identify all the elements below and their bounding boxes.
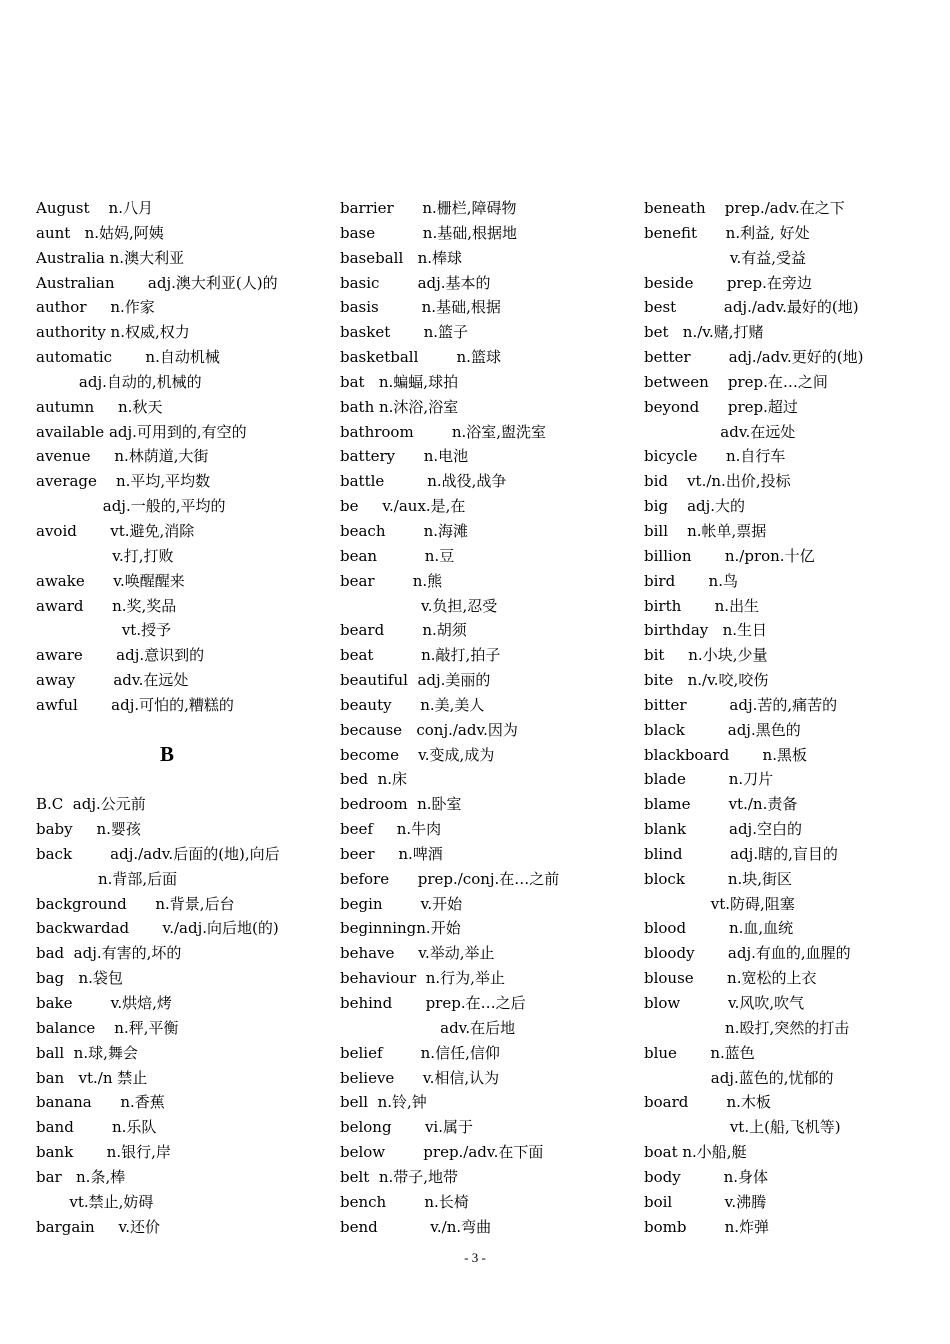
vocab-entry: behaviour n.行为,举止	[340, 969, 505, 988]
vocab-entry: bell n.铃,钟	[340, 1093, 427, 1112]
vocab-entry: black adj.黑色的	[644, 720, 801, 739]
vocab-entry: balance n.秤,平衡	[36, 1018, 179, 1037]
vocab-entry: beneath prep./adv.在之下	[644, 199, 845, 217]
vocab-entry: beef n.牛肉	[340, 820, 442, 839]
vocab-entry: battery n.电池	[340, 447, 469, 466]
vocab-entry: bitter adj.苦的,痛苦的	[644, 695, 838, 714]
vocab-entry: belief n.信任,信仰	[340, 1043, 500, 1062]
vocab-entry: beat n.敲打,拍子	[340, 646, 501, 665]
vocab-entry: blade n.刀片	[644, 770, 774, 789]
vocab-entry: awful adj.可怕的,糟糕的	[36, 695, 234, 714]
vocab-entry: best adj./adv.最好的(地)	[644, 298, 859, 317]
vocab-entry: author n.作家	[36, 298, 155, 317]
vocab-entry: beyond prep.超过	[644, 397, 798, 416]
vocab-entry: adj.蓝色的,忧郁的	[644, 1068, 834, 1087]
vocab-entry: beach n.海滩	[340, 521, 469, 540]
vocab-entry: birthday n.生日	[644, 621, 768, 640]
vocab-entry: blackboard n.黑板	[644, 745, 807, 764]
vocab-entry: bit n.小块,少量	[644, 646, 768, 665]
vocab-entry: avoid vt.避免,消除	[36, 521, 195, 540]
vocab-entry: boil v.沸腾	[644, 1192, 767, 1211]
vocab-entry: board n.木板	[644, 1093, 771, 1112]
vocab-entry: authority n.权威,权力	[36, 323, 190, 342]
vocab-entry: adj.一般的,平均的	[36, 497, 226, 516]
vocab-entry: beginningn.开始	[340, 919, 461, 938]
vocab-entry: behave v.举动,举止	[340, 944, 495, 963]
vocab-entry: behind prep.在…之后	[340, 994, 526, 1012]
vocab-entry: bomb n.炸弹	[644, 1217, 770, 1236]
vocab-entry: below prep./adv.在下面	[340, 1143, 544, 1162]
vocab-entry: because conj./adv.因为	[340, 720, 518, 739]
column-3	[644, 196, 934, 1239]
vocab-entry: n.背部,后面	[36, 869, 178, 888]
vocab-entry: bargain v.还价	[36, 1217, 161, 1236]
vocab-entry: bench n.长椅	[340, 1192, 469, 1211]
vocab-entry: away adv.在远处	[36, 671, 189, 690]
vocab-entry: aware adj.意识到的	[36, 646, 205, 665]
vocab-entry: be v./aux.是,在	[340, 497, 466, 516]
vocab-entry: blue n.蓝色	[644, 1043, 755, 1062]
vocab-entry: vt.防碍,阻塞	[644, 894, 795, 913]
vocab-entry: bicycle n.自行车	[644, 447, 786, 466]
vocab-entry: banana n.香蕉	[36, 1093, 165, 1112]
vocab-entry: begin v.开始	[340, 894, 463, 913]
vocab-entry: between prep.在…之间	[644, 372, 828, 391]
vocab-entry: bed n.床	[340, 770, 408, 789]
vocab-entry: n.殴打,突然的打击	[644, 1018, 850, 1037]
vocab-entry: blind adj.瞎的,盲目的	[644, 844, 838, 863]
vocab-entry: beauty n.美,美人	[340, 695, 485, 714]
vocab-entry: bet n./v.赌,打赌	[644, 323, 764, 342]
vocab-entry: battle n.战役,战争	[340, 472, 507, 491]
vocab-entry: bite n./v.咬,咬伤	[644, 671, 769, 690]
vocab-entry: v.打,打败	[36, 546, 174, 565]
vocab-entry: blame vt./n.责备	[644, 795, 798, 814]
vocab-entry: basket n.篮子	[340, 323, 469, 342]
vocab-entry: beside prep.在旁边	[644, 273, 812, 292]
vocab-entry: ban vt./n 禁止	[36, 1068, 148, 1087]
vocab-entry: blood n.血,血统	[644, 919, 794, 938]
vocab-entry: blow v.风吹,吹气	[644, 994, 805, 1012]
vocab-entry: bill n.帐单,票据	[644, 521, 767, 540]
vocab-entry: Australia n.澳大利亚	[36, 248, 185, 267]
vocab-entry: autumn n.秋天	[36, 397, 163, 416]
vocab-entry: average n.平均,平均数	[36, 472, 211, 491]
vocab-entry: block n.块,街区	[644, 869, 793, 888]
vocab-entry: better adj./adv.更好的(地)	[644, 348, 864, 367]
vocab-entry: August n.八月	[36, 199, 153, 217]
vocab-entry: aunt n.姑妈,阿姨	[36, 223, 164, 242]
vocab-entry: bar n.条,棒	[36, 1167, 126, 1186]
vocab-entry: basis n.基础,根据	[340, 298, 501, 317]
vocab-entry: Australian adj.澳大利亚(人)的	[36, 273, 278, 292]
vocab-entry: billion n./pron.十亿	[644, 546, 815, 565]
vocab-entry: bedroom n.卧室	[340, 795, 462, 814]
vocab-entry: basic adj.基本的	[340, 273, 491, 292]
vocab-entry: band n.乐队	[36, 1118, 157, 1137]
vocab-entry: become v.变成,成为	[340, 745, 495, 764]
vocab-entry: bad adj.有害的,坏的	[36, 944, 182, 963]
vocab-entry: beer n.啤酒	[340, 844, 443, 863]
vocab-entry: v.负担,忍受	[340, 596, 498, 615]
vocab-entry: bank n.银行,岸	[36, 1143, 171, 1162]
vocab-entry: bloody adj.有血的,血腥的	[644, 944, 851, 963]
vocab-entry: bake v.烘焙,烤	[36, 993, 172, 1012]
vocab-entry: basketball n.篮球	[340, 348, 501, 367]
vocab-entry: belong vi.属于	[340, 1118, 473, 1137]
vocab-entry: base n.基础,根据地	[340, 223, 517, 242]
section-letter: B	[160, 742, 175, 767]
vocab-entry: vt.上(船,飞机等)	[644, 1118, 841, 1137]
vocab-entry: available adj.可用到的,有空的	[36, 422, 247, 441]
vocab-entry: ball n.球,舞会	[36, 1043, 138, 1062]
column-2	[340, 196, 630, 1239]
vocab-entry: believe v.相信,认为	[340, 1068, 500, 1087]
vocab-entry: back adj./adv.后面的(地),向后	[36, 844, 280, 863]
vocab-entry: blouse n.宽松的上衣	[644, 969, 817, 988]
vocab-entry: B.C adj.公元前	[36, 795, 146, 814]
vocab-entry: beautiful adj.美丽的	[340, 671, 491, 690]
vocab-entry: barrier n.栅栏,障碍物	[340, 199, 517, 217]
vocab-entry: avenue n.林荫道,大街	[36, 447, 209, 466]
page-number: - 3 -	[464, 1250, 486, 1265]
vocab-entry: automatic n.自动机械	[36, 348, 220, 367]
vocab-entry: vt.禁止,妨碍	[36, 1192, 154, 1211]
vocab-entry: blank adj.空白的	[644, 820, 802, 839]
vocab-entry: baby n.婴孩	[36, 820, 141, 839]
vocab-entry: adj.自动的,机械的	[36, 372, 202, 391]
vocab-entry: benefit n.利益, 好处	[644, 223, 810, 242]
vocab-entry: bird n.鸟	[644, 571, 738, 590]
vocab-entry: boat n.小船,艇	[644, 1143, 747, 1162]
vocab-entry: before prep./conj.在…之前	[340, 869, 560, 888]
vocab-entry: bend v./n.弯曲	[340, 1217, 492, 1236]
vocab-entry: bath n.沐浴,浴室	[340, 397, 459, 416]
vocab-entry: background n.背景,后台	[36, 894, 235, 913]
vocab-entry: birth n.出生	[644, 596, 760, 615]
vocab-entry: awake v.唤醒醒来	[36, 571, 185, 590]
vocab-entry: bid vt./n.出价,投标	[644, 472, 791, 491]
vocab-entry: body n.身体	[644, 1167, 769, 1186]
section-header	[36, 718, 326, 793]
vocab-entry: adv.在远处	[644, 422, 796, 441]
vocab-entry: bag n.袋包	[36, 969, 123, 988]
vocab-entry: beard n.胡须	[340, 621, 467, 640]
vocab-entry: bean n.豆	[340, 546, 455, 565]
column-1	[36, 196, 326, 1239]
vocab-entry: bear n.熊	[340, 571, 443, 590]
vocab-entry: baseball n.棒球	[340, 248, 462, 267]
vocab-entry: adv.在后地	[340, 1018, 516, 1037]
vocab-entry: big adj.大的	[644, 497, 746, 516]
vocab-entry: bathroom n.浴室,盥洗室	[340, 422, 547, 441]
vocab-entry: vt.授予	[36, 621, 172, 640]
vocab-entry: backwardad v./adj.向后地(的)	[36, 919, 279, 938]
vocab-entry: award n.奖,奖品	[36, 596, 177, 615]
vocab-entry: bat n.蝙蝠,球拍	[340, 372, 459, 391]
vocab-entry: belt n.带子,地带	[340, 1167, 459, 1186]
vocab-entry: v.有益,受益	[644, 248, 807, 267]
